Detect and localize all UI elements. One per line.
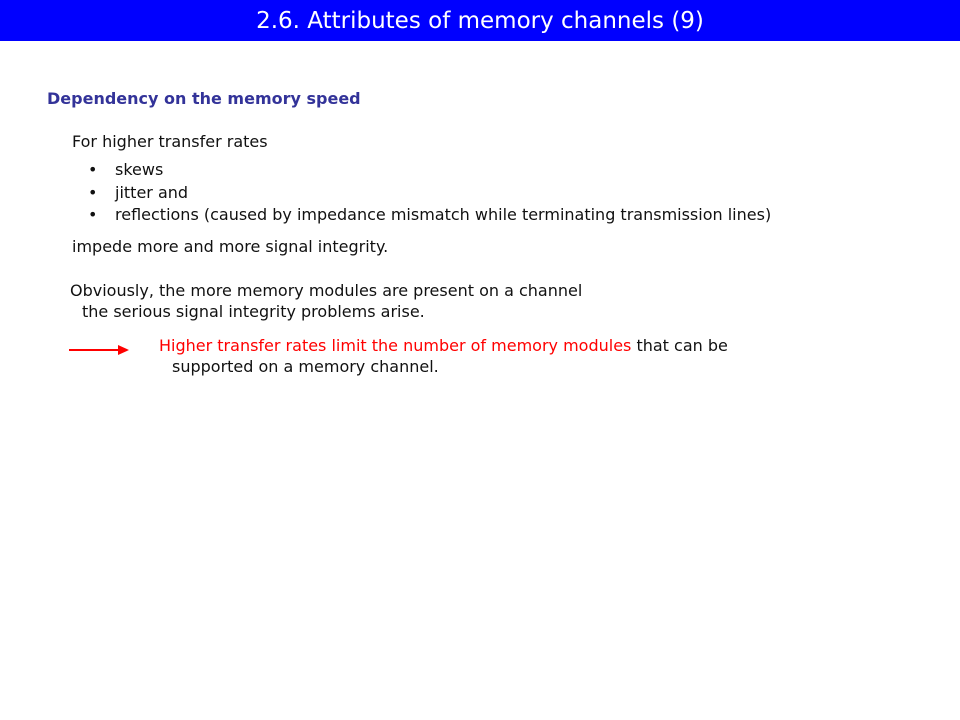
section-subheading: Dependency on the memory speed	[47, 89, 361, 108]
obviously-line-1: Obviously, the more memory modules are present on a channel	[70, 281, 583, 300]
impede-text: impede more and more signal integrity.	[72, 237, 389, 256]
list-item	[88, 182, 771, 205]
right-arrow-icon	[68, 341, 132, 359]
page-title: 2.6. Attributes of memory channels (9)	[256, 8, 704, 34]
list-item	[88, 159, 771, 182]
conclusion-line-2: supported on a memory channel.	[172, 357, 439, 376]
intro-text: For higher transfer rates	[72, 132, 268, 151]
list-item-text: skews	[115, 160, 164, 179]
list-item	[88, 204, 771, 227]
list-item-text: reflections (caused by impedance mismatch while terminating transmission lines)	[115, 205, 772, 224]
bullet-list	[88, 159, 771, 227]
conclusion-line-1	[159, 336, 728, 356]
obviously-line-2: the serious signal integrity problems arise.	[82, 302, 425, 321]
bullet-dot: •	[88, 205, 98, 224]
bullet-dot: •	[88, 182, 98, 202]
conclusion-highlight: Higher transfer rates limit the number of memory modules	[159, 336, 632, 355]
bullet-dot: •	[88, 160, 98, 179]
conclusion-rest: that can be	[631, 336, 728, 355]
list-item-text: jitter and	[115, 182, 189, 202]
